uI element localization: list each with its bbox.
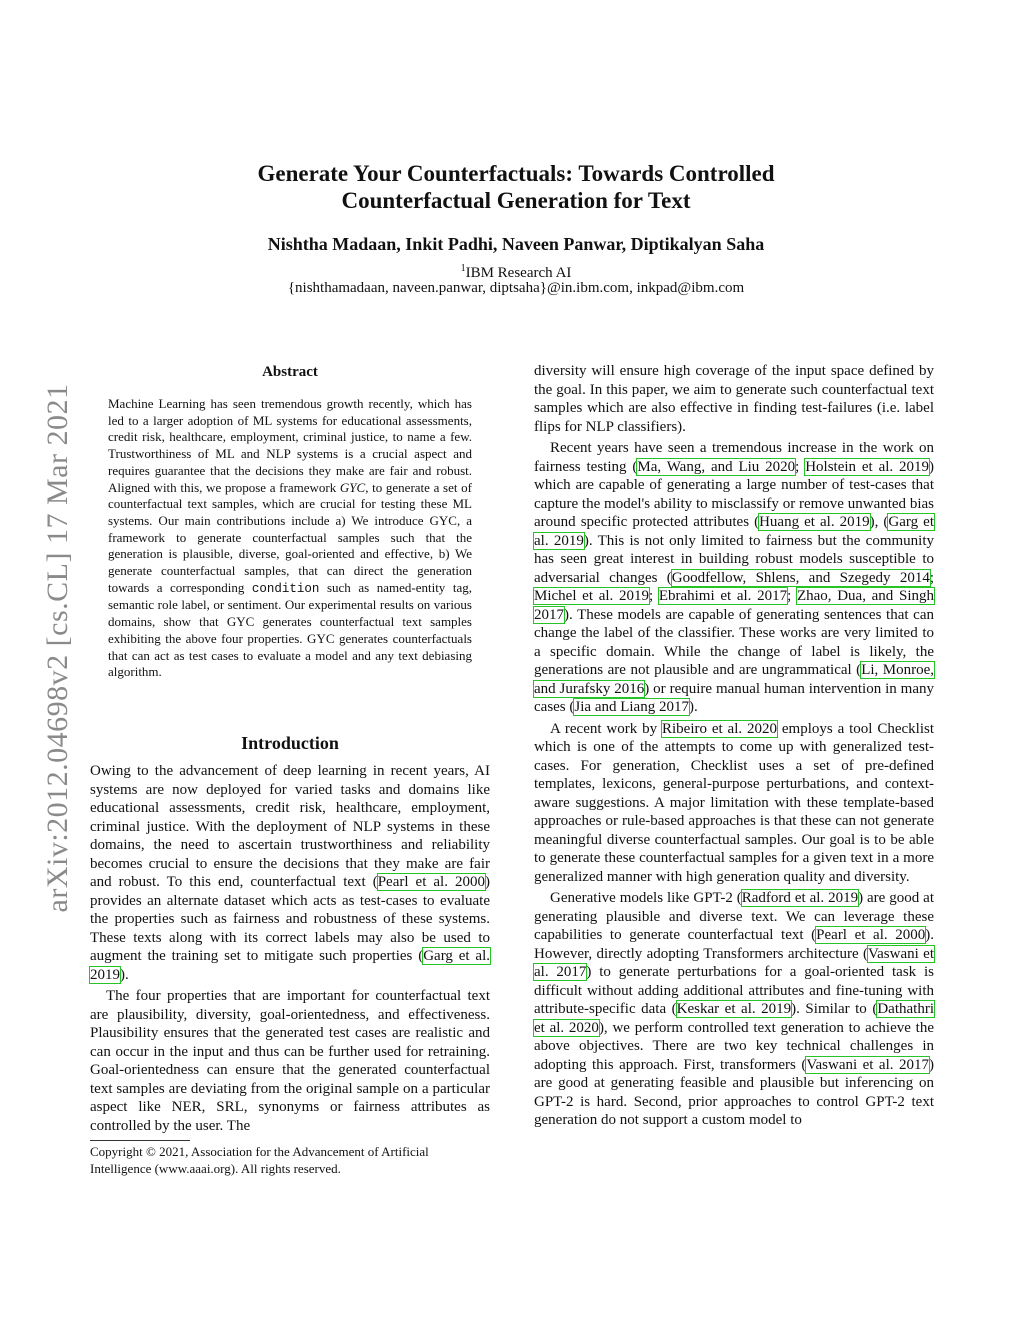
intro-paragraph-1	[90, 762, 490, 984]
citation-link[interactable]: Jia and Liang 2017	[574, 699, 689, 715]
citation-link[interactable]: Vaswani et al. 2017	[806, 1056, 929, 1073]
title-line-2: Counterfactual Generation for Text	[341, 188, 691, 213]
abstract-text: , to generate a set of counterfactual text samples, which are crucial for testing these ML systems. Our main contributions include a) We introduce GYC, a framework to generate counterfactual samples such that the generation is plausible, diverse, goal-oriented and effective, b) We generate counterfactual samples, that can direct the generation towards a corresponding	[108, 479, 472, 595]
citation-link[interactable]: Pearl et al. 2000	[377, 874, 485, 890]
abstract-body	[108, 396, 472, 681]
citation-link[interactable]: Zhao, Dua, and Singh 2017	[534, 588, 934, 623]
body-text: ;	[787, 588, 797, 604]
affiliation-marker: 1	[460, 263, 466, 274]
body-text: ), (	[869, 514, 889, 530]
citation-link[interactable]: Keskar et al. 2019	[676, 1001, 792, 1017]
citation-link[interactable]: Goodfellow, Shlens, and Szegedy 2014	[671, 569, 930, 586]
footnote-rule	[90, 1140, 190, 1141]
body-text: ) are good at generating plausible and diverse text. We can leverage these capabilities to generate counterfactual text (	[534, 890, 934, 943]
citation-link[interactable]: Garg et al. 2019	[90, 948, 490, 983]
gyc-name: GYC	[339, 479, 366, 495]
right-column-body	[534, 362, 934, 1133]
body-text: employs a tool Checklist which is one of the attempts to come up with generalized test-cases. For generation, Checklist uses a set of pre-defined templates, lexicons, general-purpose perturbations, and context-aware suggestions. A major limitation with these template-based approaches or rule-based approaches is that these can not generate meaningful diverse counterfactual samples. Our goal is to be able to generate these counterfactual samples for a given text in a more generalized manner with high generation quality and diversity.	[534, 720, 935, 885]
intro-paragraph-2: The four properties that are important for counterfactual text are plausibility, diversity, goal-orientedness, and effectiveness. Plausibility ensures that the generated test cases are realistic and can occur in the input and thus can be further used for retraining. Goal-orientedness can ensure that the generated counterfactual text samples are deviating from the original sample on a particular aspect like NER, SRL, synonyms or fairness attributes as controlled by the user. The	[90, 988, 490, 1134]
body-text: ). These models are capable of generating sentences that can change the label of the classifier. These works are very limited to a specific domain. While the change of label is likely, the generations are not plausible and are ungrammatical (	[534, 606, 934, 678]
citation-link[interactable]: Ebrahimi et al. 2017	[658, 588, 788, 604]
citation-link[interactable]: Vaswani et al. 2017	[534, 945, 934, 980]
citation-link[interactable]: Radford et al. 2019	[741, 890, 859, 906]
body-text: ) or require manual human intervention in many cases (	[534, 680, 934, 715]
paper-title	[150, 160, 882, 214]
body-text: ;	[929, 569, 934, 586]
body-text: ), we perform controlled text generation to achieve the above objectives. There are two key technical challenges in adopting this approach. First, transformers (	[534, 1019, 934, 1073]
citation-link[interactable]: Holstein et al. 2019	[805, 458, 930, 475]
citation-link[interactable]: Pearl et al. 2000	[816, 927, 926, 943]
copyright-footnote: Copyright © 2021, Association for the Advancement of Artificial Intelligence (www.aaai.org). All rights reserved.	[90, 1144, 429, 1176]
body-text: Owing to the advancement of deep learning in recent years, AI systems are now deployed for varied tasks and domains like educational assessments, credit risk, healthcare, employment, criminal justice. With the deployment of NLP systems in these domains, the need to ascertain trustworthiness and reliability becomes crucial to ensure the decisions that they make are fair and robust. To this end, counterfactual text (	[90, 763, 490, 890]
citation-link[interactable]: Ribeiro et al. 2020	[661, 720, 778, 737]
body-text: ;	[648, 588, 659, 604]
title-line-1: Generate Your Counterfactuals: Towards Controlled	[257, 161, 775, 186]
body-text: ) provides an alternate dataset which acts as test-cases to evaluate the properties such as fairness and robustness of these systems. These texts along with its correct labels may also be used to augment the training set to mitigate such properties (	[90, 874, 490, 964]
body-text: ). This is not only limited to fairness but the community has seen great interest in building robust models susceptible to adversarial changes (	[534, 532, 934, 586]
arxiv-stamp: arXiv:2012.04698v2 [cs.CL] 17 Mar 2021	[41, 383, 74, 913]
citation-link[interactable]: Ma, Wang, and Liu 2020	[637, 458, 796, 475]
abstract-heading: Abstract	[262, 364, 318, 380]
right-paragraph-1: diversity will ensure high coverage of the input space defined by the goal. In this paper, we aim to generate such counterfactual text samples which are also effective in finding test-failures (i.e. label flips for NLP classifiers).	[534, 363, 934, 435]
introduction-body	[90, 762, 490, 1138]
affiliation-name: IBM Research AI	[465, 265, 572, 281]
citation-link[interactable]: Garg et al. 2019	[534, 514, 935, 549]
introduction-heading: Introduction	[241, 733, 339, 753]
body-text: ). However, directly adopting Transformers architecture (	[534, 927, 934, 962]
abstract-text: Machine Learning has seen tremendous growth recently, which has led to a larger adoption of ML systems for educational assessments, credit risk, healthcare, employment, criminal justice, to name a few. Trustworthiness of ML and NLP systems is a crucial aspect and requires guarantee that the decisions they make are fair and robust. Aligned with this, we propose a framework	[108, 396, 472, 495]
right-paragraph-3	[534, 720, 934, 887]
body-text: ;	[795, 458, 806, 475]
body-text: ) are good at generating feasible and plausible but inferencing on GPT-2 is hard. Second, prior approaches to control GPT-2 text generation do not support a custom model to	[534, 1056, 934, 1128]
citation-link[interactable]: Huang et al. 2019	[759, 514, 870, 530]
citation-link[interactable]: Li, Monroe, and Jurafsky 2016	[534, 662, 935, 697]
body-text: ).	[120, 966, 129, 983]
right-paragraph-4	[534, 889, 934, 1130]
body-text: ) to generate perturbations for a goal-oriented task is difficult without adding additional attributes and fine-tuning with attribute-specific data (	[534, 964, 934, 1017]
body-text: ). Similar to (	[791, 1001, 878, 1017]
body-text: ) which are capable of generating a large number of test-cases that capture the model's ability to misclassify or remove unwanted bias around specific protected attributes (	[534, 458, 935, 530]
condition-code: condition	[251, 581, 320, 596]
right-paragraph-2	[534, 439, 934, 717]
body-text: ).	[688, 699, 698, 715]
citation-link[interactable]: Dathathri et al. 2020	[534, 1001, 934, 1036]
author-emails: {nishthamadaan, naveen.panwar, diptsaha}@in.ibm.com, inkpad@ibm.com	[287, 280, 745, 296]
body-text: Recent years have seen a tremendous increase in the work on fairness testing (	[534, 440, 934, 475]
body-text: Generative models like GPT-2 (	[550, 890, 742, 906]
body-text: A recent work by	[550, 720, 662, 737]
author-list: Nishtha Madaan, Inkit Padhi, Naveen Panwar, Diptikalyan Saha	[267, 234, 765, 254]
citation-link[interactable]: Michel et al. 2019	[534, 588, 649, 604]
abstract-text: such as named-entity tag, semantic role label, or sentiment. Our experimental results on various domains, show that GYC generates counterfactual text samples exhibiting the above four properties. GYC generates counterfactuals that can act as test cases to evaluate a model and any text debiasing algorithm.	[108, 579, 472, 680]
